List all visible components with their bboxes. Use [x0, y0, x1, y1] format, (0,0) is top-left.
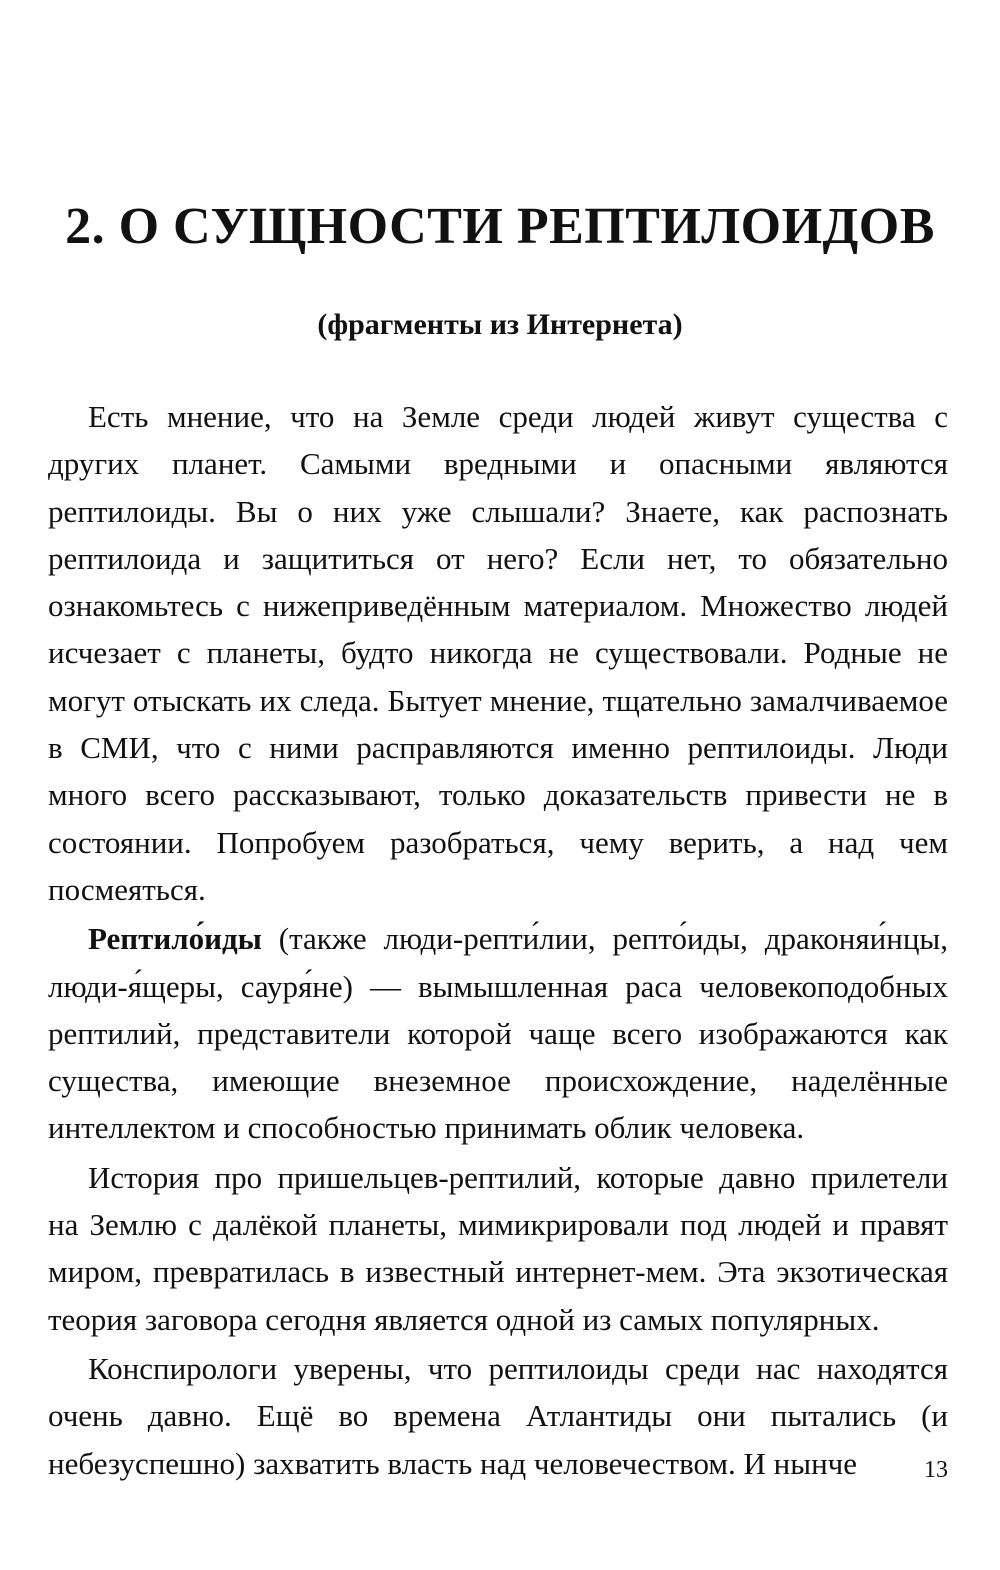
- paragraph-conspiracy: [48, 1345, 948, 1487]
- paragraph-history: [48, 1154, 948, 1343]
- chapter-title: 2. О СУЩНОСТИ РЕПТИЛОИДОВ: [65, 198, 935, 255]
- paragraph-text: Конспирологи уверены, что рептилоиды среди нас находятся очень давно. Ещё во времена Атлантиды они пытались (и небезуспешно) захватить власть над человечеством. И нынче: [48, 1350, 948, 1481]
- paragraph-text: Есть мнение, что на Земле среди людей живут существа с других планет. Самыми вредными и опасными являются рептилоиды. Вы о них уже слышали? Знаете, как распознать рептилоида и защититься от него? Если нет, то обязательно ознакомьтесь с нижеприведённым материалом. Множество людей исчезает с планеты, будто никогда не существовали. Родные не могут отыскать их следа. Бытует мнение, тщательно замалчиваемое в СМИ, что с ними расправляются именно рептилоиды. Люди много всего рассказывают, только доказательств привести не в состоянии. Попробуем разобраться, чему верить, а над чем посмеяться.: [48, 399, 948, 907]
- page-number: 13: [924, 1457, 948, 1483]
- body-text: [48, 393, 948, 1487]
- defined-term: Рептило́иды: [88, 921, 262, 957]
- paragraph-text: (также люди-репти́лии, репто́иды, драконяи́нцы, люди-я́щеры, сауря́не) — вымышленная раса человекоподобных рептилий, представители которой чаще всего изображаются как существа, имеющие внеземное происхождение, наделённые интеллектом и способностью принимать облик человека.: [48, 921, 948, 1146]
- paragraph-intro: [48, 393, 948, 913]
- paragraph-definition: [48, 915, 948, 1151]
- paragraph-text: История про пришельцев-рептилий, которые давно прилетели на Землю с далёкой планеты, мимикрировали под людей и правят миром, превратилась в известный интернет-мем. Эта экзотическая теория заговора сегодня является одной из самых популярных.: [48, 1159, 948, 1337]
- chapter-subtitle: (фрагменты из Интернета): [317, 308, 683, 341]
